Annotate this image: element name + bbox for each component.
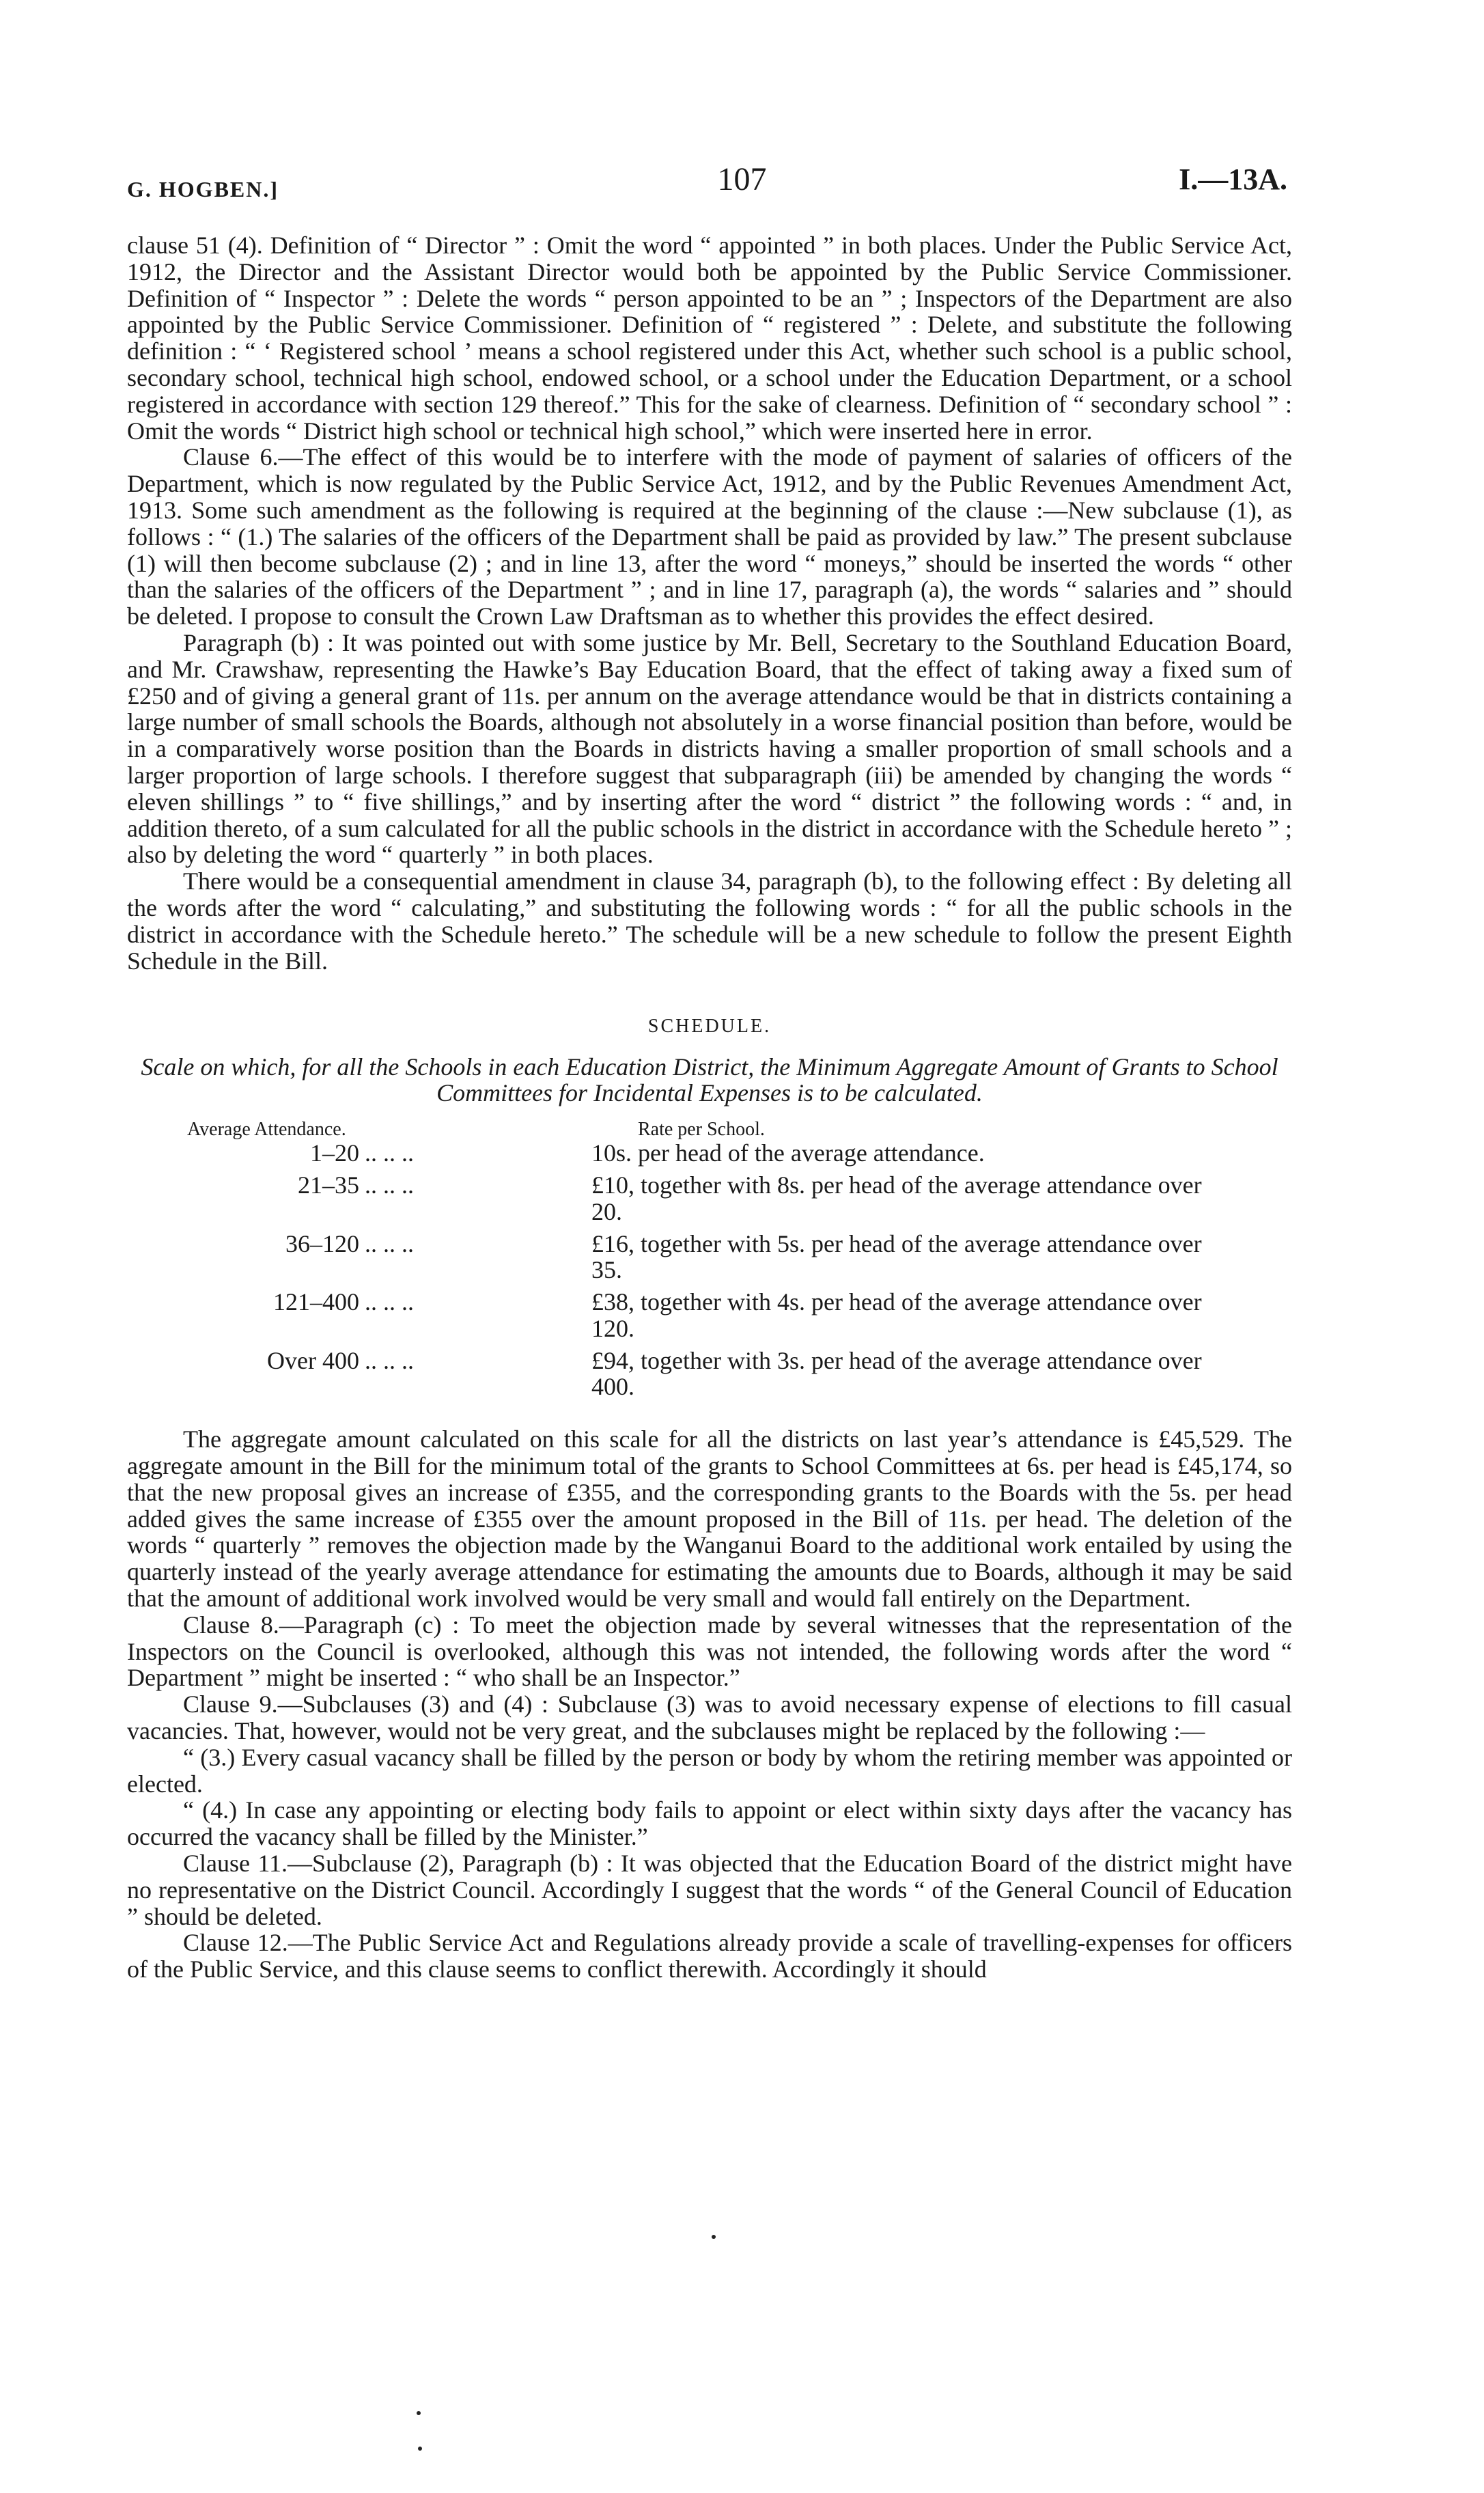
running-head-author: G. HOGBEN.] [127, 177, 279, 201]
attendance-range: 1–20 [310, 1139, 359, 1167]
leader-dots: .. .. .. [365, 1346, 414, 1374]
column-header-rate: Rate per School. [638, 1119, 765, 1141]
paragraph-clause-51: clause 51 (4). Definition of “ Director ” : Omit the word “ appointed ” in both places. Under the Public Service Act, 1912, the Director and the Assistant Director would both be appointed by the Public Service Commissioner. Definition of “ Inspector ” : Delete the words “ person appointed to be an ” ; Inspectors of the Department are also appointed by the Public Service Commissioner. Definition of “ registered ” : Delete, and substitute the following definition : “ ‘ Registered school ’ means a school registered under this Act, whether such school is a public school, secondary school, technical high school, endowed school, or a school under the Education Department, or a school registered in accordance with section 129 thereof.” This for the sake of clearness. Definition of “ secondary school ” : Omit the words “ District high school or technical high school,” which were inserted here in error. [127, 232, 1292, 445]
leader-dots: .. .. .. [365, 1288, 414, 1316]
print-speck [712, 2235, 716, 2239]
paragraph-clause-8: Clause 8.—Paragraph (c) : To meet the objection made by several witnesses that the representation of the Inspectors on the Council is overlooked, although this was not intended, the following words after the word “ Department ” might be inserted : “ who shall be an Inspector.” [127, 1611, 1292, 1692]
leader-dots: .. .. .. [365, 1171, 414, 1199]
paragraph-clause-11: Clause 11.—Subclause (2), Paragraph (b) : It was objected that the Education Board of the district might have no representative on the District Council. Accordingly I suggest that the words “ of the General Council of Education ” should be deleted. [127, 1850, 1292, 1930]
paragraph-clause-9: Clause 9.—Subclauses (3) and (4) : Subclause (3) was to avoid necessary expense of elections to fill casual vacancies. That, however, would not be very great, and the subclauses might be replaced by the following :— [127, 1690, 1292, 1745]
paragraph-clause-6: Clause 6.—The effect of this would be to interfere with the mode of payment of salaries of officers of the Department, which is now regulated by the Public Service Act, 1912, and by the Public Revenues Amendment Act, 1913. Some such amendment as the following is required at the beginning of the clause :—New subclause (1), as follows : “ (1.) The salaries of the officers of the Department shall be paid as provided by law.” The present subclause (1) will then become subclause (2) ; and in line 13, after the word “ moneys,” should be inserted the words “ other than the salaries of the officers of the Department ” ; and in line 17, paragraph (a), the words “ salaries and ” should be deleted. I propose to consult the Crown Law Draftsman as to whether this provides the effect desired. [127, 443, 1292, 630]
schedule-caption: Scale on which, for all the Schools in each Education District, the Minimum Aggregate Amount of Grants to School Committees for Incidental Expenses is to be calculated. [141, 1053, 1278, 1107]
attendance-range: 121–400 [273, 1288, 359, 1316]
rate-text: £38, together with 4s. per head of the average attendance over 120. [591, 1288, 1202, 1342]
print-speck [417, 2411, 421, 2415]
paragraph-clause-12: Clause 12.—The Public Service Act and Regulations already provide a scale of travelling-expenses for officers of the Public Service, and this clause seems to conflict therewith. Accordingly it should [127, 1929, 1292, 1983]
paragraph-b: Paragraph (b) : It was pointed out with some justice by Mr. Bell, Secretary to the Southland Education Board, and Mr. Crawshaw, representing the Hawke’s Bay Education Board, that the effect of taking away a fixed sum of £250 and of giving a general grant of 11s. per annum on the average attendance would be that in districts containing a large number of small schools the Boards, although not absolutely in a worse financial position than before, would be in a comparatively worse position than the Boards in districts having a smaller proportion of small schools and a larger proportion of large schools. I therefore suggest that subparagraph (iii) be amended by changing the words “ eleven shillings ” to “ five shillings,” and by inserting after the word “ district ” the following words : “ and, in addition thereto, of a sum calculated for all the public schools in the district in accordance with the Schedule hereto ” ; also by deleting the word “ quarterly ” in both places. [127, 628, 1292, 869]
page-number: 107 [717, 161, 767, 197]
rate-text: £94, together with 3s. per head of the average attendance over 400. [591, 1346, 1202, 1401]
schedule-column-headers [127, 1117, 1292, 1140]
rate-text: £16, together with 5s. per head of the average attendance over 35. [591, 1229, 1202, 1284]
rate-text: £10, together with 8s. per head of the average attendance over 20. [591, 1171, 1202, 1225]
document-reference: I.—13A. [1179, 163, 1287, 196]
schedule-row [127, 1348, 1292, 1401]
paragraph-subclause-4: “ (4.) In case any appointing or electing body fails to appoint or elect within sixty days after the vacancy has occurred the vacancy shall be filled by the Minister.” [127, 1796, 1292, 1851]
attendance-range: 36–120 [285, 1229, 359, 1257]
leader-dots: .. .. .. [365, 1139, 414, 1167]
paragraph-consequential: There would be a consequential amendment in clause 34, paragraph (b), to the following effect : By deleting all the words after the word “ calculating,” and substituting the following words : “ for all the public schools in the district in accordance with the Schedule hereto.” The schedule will be a new schedule to follow the present Eighth Schedule in the Bill. [127, 867, 1292, 975]
schedule-row [127, 1231, 1292, 1284]
schedule-row [127, 1289, 1292, 1342]
print-speck [418, 2447, 422, 2451]
body-text [127, 232, 1292, 1983]
paragraph-aggregate: The aggregate amount calculated on this scale for all the districts on last year’s attendance is £45,529. The aggregate amount in the Bill for the minimum total of the grants to School Committees at 6s. per head is £45,174, so that the new proposal gives an increase of £355, and the corresponding grants to the Boards with the 5s. per head added gives the same increase of £355 over the amount proposed in the Bill of 11s. per head. The deletion of the words “ quarterly ” removes the objection made by the Wanganui Board to the additional work entailed by using the quarterly instead of the yearly average attendance for estimating the amounts due to Boards, although it may be said that the amount of additional work involved would be very small and would fall entirely on the Department. [127, 1425, 1292, 1613]
attendance-range: 21–35 [298, 1171, 359, 1199]
schedule-row [127, 1172, 1292, 1225]
leader-dots: .. .. .. [365, 1229, 414, 1257]
attendance-range: Over 400 [267, 1346, 359, 1374]
schedule-title: SCHEDULE. [647, 1016, 772, 1037]
column-header-attendance: Average Attendance. [187, 1119, 346, 1141]
paragraph-subclause-3: “ (3.) Every casual vacancy shall be filled by the person or body by whom the retiring member was appointed or elected. [127, 1743, 1292, 1798]
schedule-row [127, 1140, 1292, 1167]
rate-text: 10s. per head of the average attendance. [591, 1139, 985, 1167]
post-schedule-text [127, 1426, 1292, 1983]
